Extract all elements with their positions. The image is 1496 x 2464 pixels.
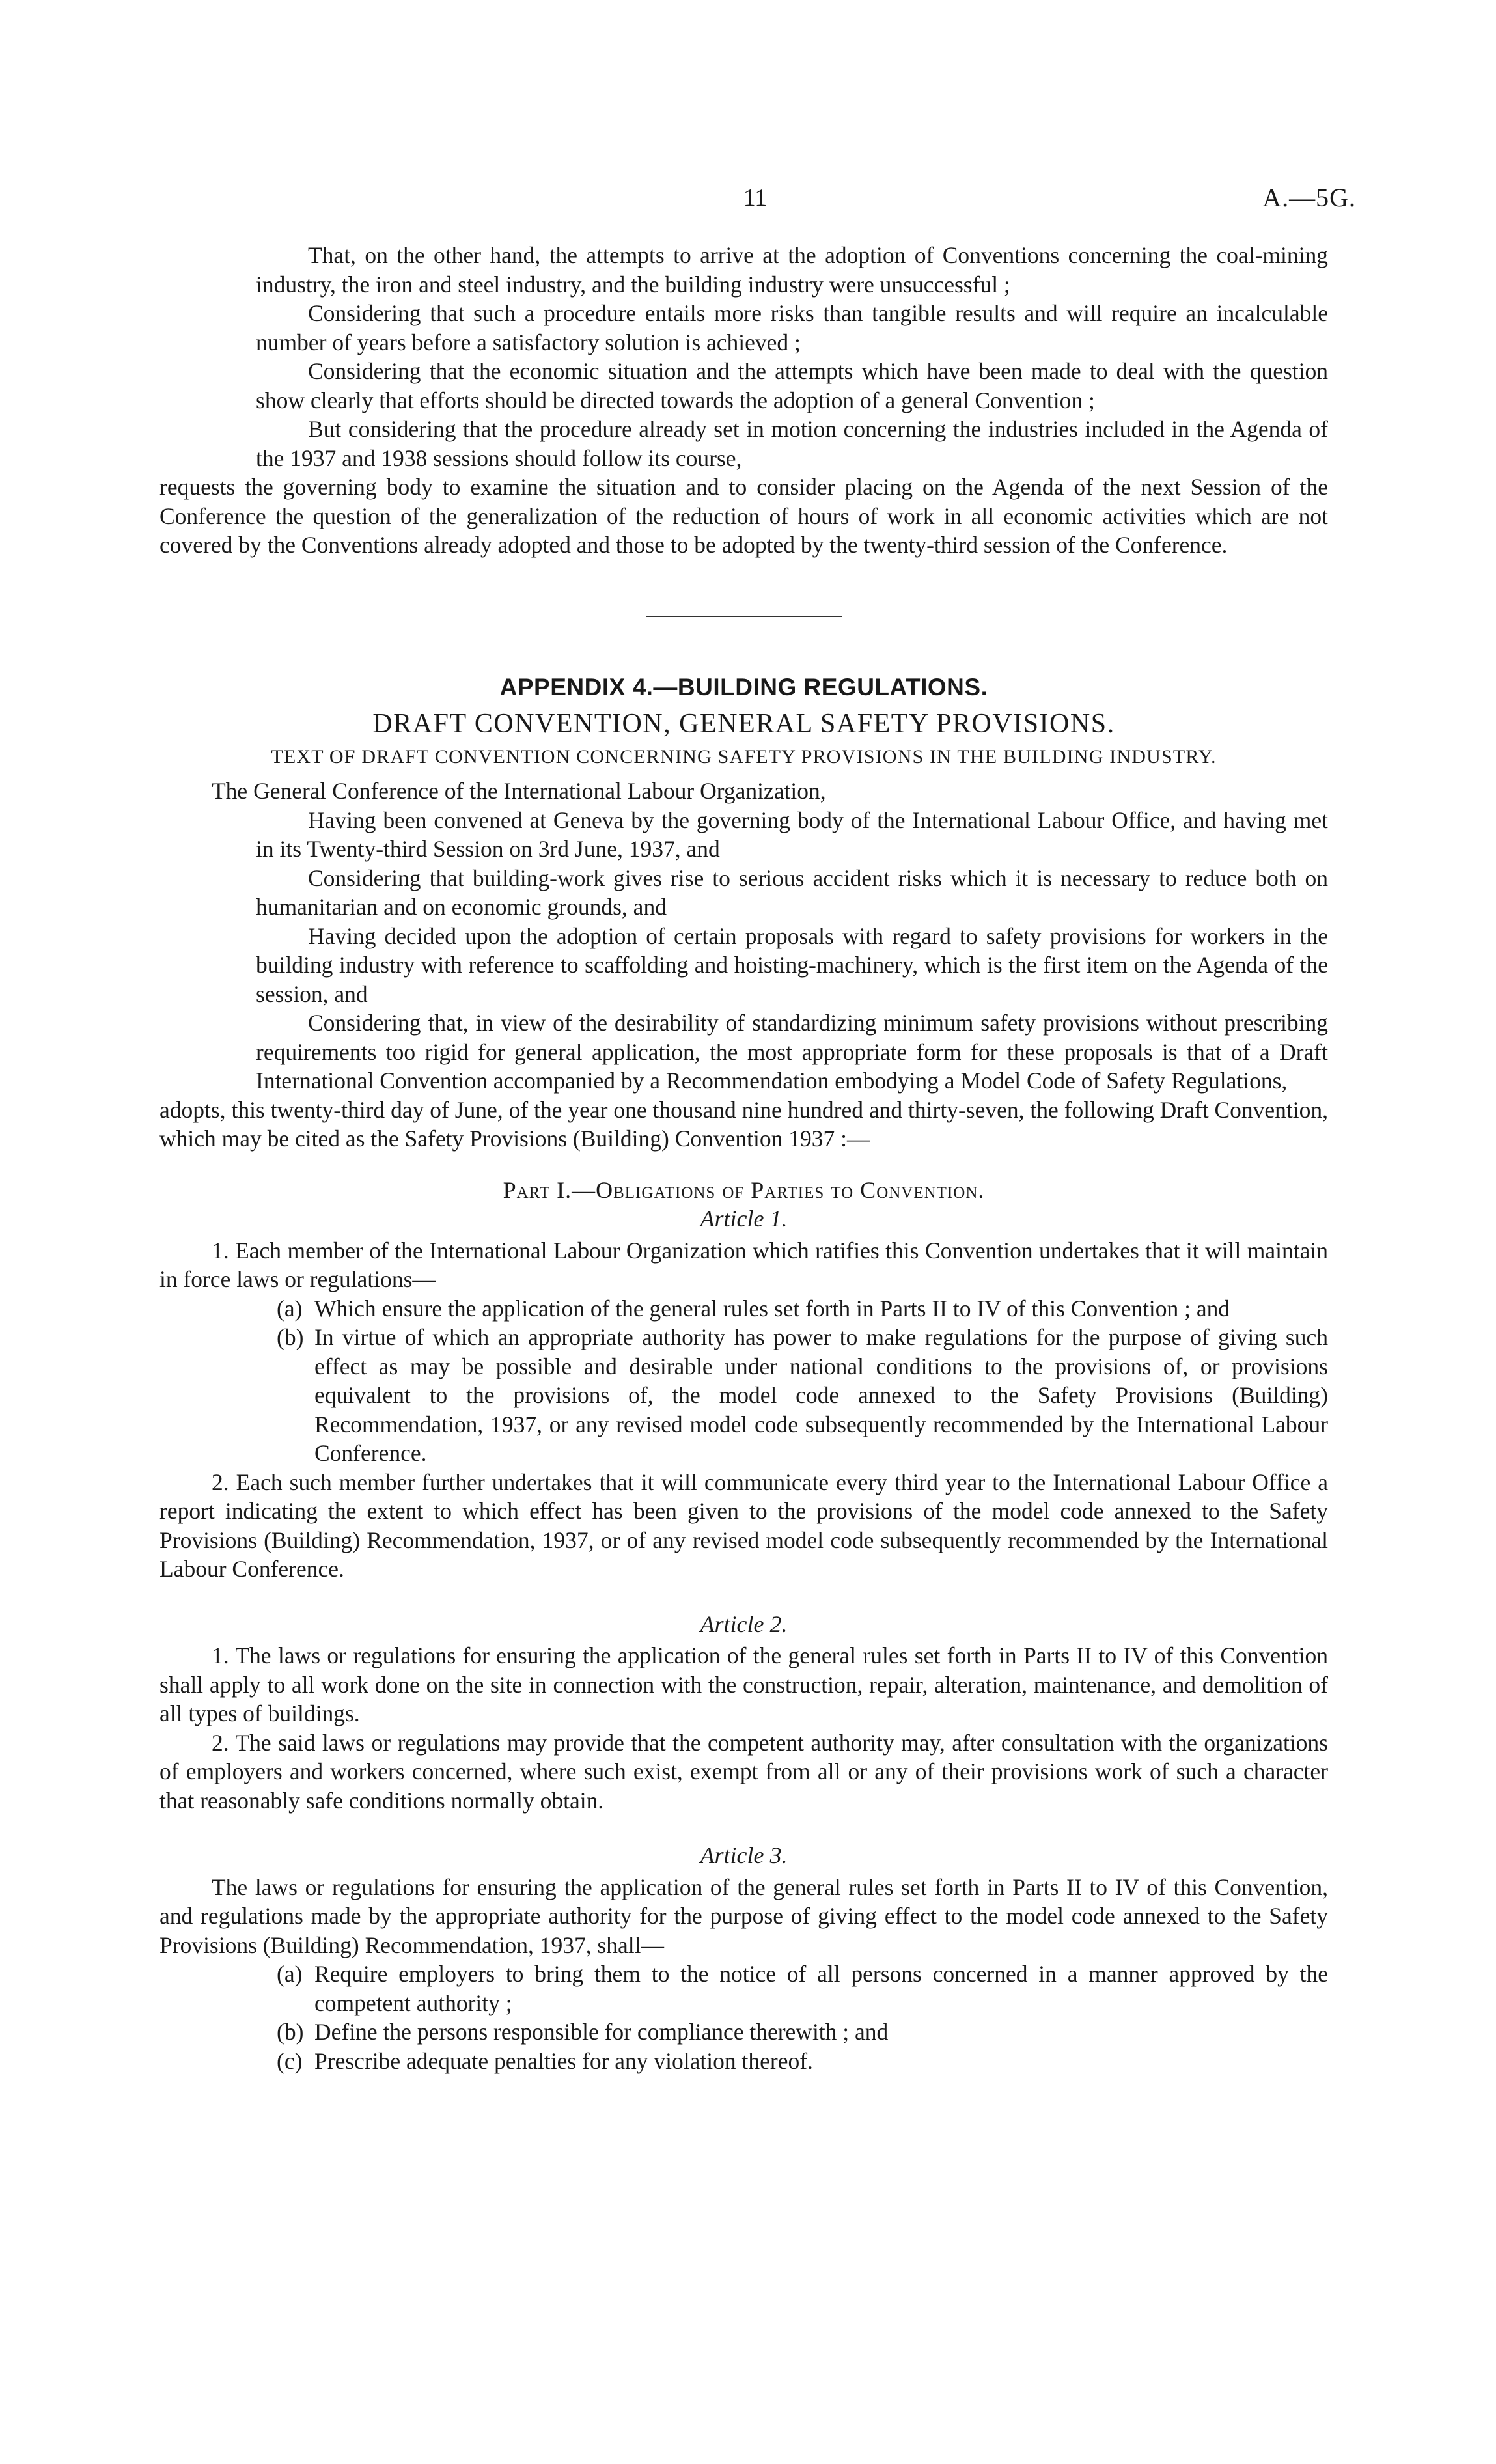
- item-label: (a): [277, 1295, 303, 1322]
- appendix-subtitle: DRAFT CONVENTION, GENERAL SAFETY PROVISIONS.: [372, 709, 1115, 739]
- article-3-item-b: [159, 2017, 1328, 2047]
- document-reference: A.—5G.: [1262, 183, 1356, 212]
- article-3-item-c: [159, 2047, 1328, 2076]
- part-1-heading: Part I.—Obligations of Parties to Convention.: [503, 1176, 985, 1203]
- article-3-item-a: [159, 1959, 1328, 2017]
- item-label: (b): [277, 2019, 304, 2045]
- preamble-convened: Having been convened at Geneva by the governing body of the International Labour Office, and having met in its Twenty-third Session on 3rd June, 1937, and: [256, 807, 1328, 862]
- article-1-clause-1: 1. Each member of the International Labour Organization which ratifies this Convention undertakes that it will maintain in force laws or regulations—: [159, 1237, 1328, 1292]
- page-body: [159, 241, 1328, 2075]
- intro-paragraph-1: That, on the other hand, the attempts to arrive at the adoption of Conventions concerning the coal-mining industry, the iron and steel industry, and the building industry were unsuccessful ;: [256, 242, 1328, 298]
- adoption-clause: adopts, this twenty-third day of June, of the year one thousand nine hundred and thirty-seven, the following Draft Convention, which may be cited as the Safety Provisions (Building) Convention 1937 :—: [159, 1096, 1328, 1152]
- article-3-heading: Article 3.: [700, 1842, 788, 1868]
- convention-text-title: TEXT OF DRAFT CONVENTION CONCERNING SAFETY PROVISIONS IN THE BUILDING INDUSTRY.: [271, 745, 1217, 768]
- item-label: (b): [277, 1324, 304, 1350]
- item-text: Define the persons responsible for compliance therewith ; and: [314, 2019, 889, 2045]
- item-text: Which ensure the application of the general rules set forth in Parts II to IV of this Convention ; and: [314, 1295, 1230, 1322]
- item-text: Require employers to bring them to the notice of all persons concerned in a manner approved by the competent authority ;: [314, 1961, 1328, 2016]
- article-1-clause-2: 2. Each such member further undertakes that it will communicate every third year to the International Labour Office a report indicating the extent to which effect has been given to the provisions of the model code annexed to the Safety Provisions (Building) Recommendation, 1937, or of any revised model code subsequently recommended by the International Labour Conference.: [159, 1469, 1328, 1582]
- section-divider: [646, 616, 842, 617]
- intro-paragraph-2: Considering that such a procedure entails more risks than tangible results and will require an incalculable number of years before a satisfactory solution is achieved ;: [256, 300, 1328, 355]
- intro-resolution: requests the governing body to examine the situation and to consider placing on the Agenda of the next Session of the Conference the question of the generalization of the reduction of hours of work in all economic activities which are not covered by the Conventions already adopted and those to be adopted by the twenty-third session of the Conference.: [159, 474, 1328, 558]
- item-text: Prescribe adequate penalties for any violation thereof.: [314, 2047, 813, 2074]
- item-text: In virtue of which an appropriate authority has power to make regulations for the purpose of giving such effect as may be possible and desirable under national conditions to the provisions of, or provisions equivalent to the provisions of, the model code annexed to the Safety Provisions (Building) Recommendation, 1937, or any revised model code subsequently recommended by the International Labour Conference.: [314, 1324, 1328, 1466]
- item-label: (a): [277, 1961, 303, 1987]
- preamble-conference: The General Conference of the International Labour Organization,: [212, 778, 826, 804]
- intro-paragraph-4: But considering that the procedure already set in motion concerning the industries included in the Agenda of the 1937 and 1938 sessions should follow its course,: [256, 416, 1328, 471]
- preamble-considering-risks: Considering that building-work gives rise to serious accident risks which it is necessary to reduce both on humanitarian and on economic grounds, and: [256, 865, 1328, 920]
- article-2-clause-2: 2. The said laws or regulations may provide that the competent authority may, after consultation with the organizations of employers and workers concerned, where such exist, exempt from all or any of their provisions work of such a character that reasonably safe conditions normally obtain.: [159, 1729, 1328, 1814]
- item-label: (c): [277, 2047, 303, 2074]
- preamble-having-decided: Having decided upon the adoption of certain proposals with regard to safety provisions for workers in the building industry with reference to scaffolding and hoisting-machinery, which is the first item on the Agenda of the session, and: [256, 922, 1328, 1007]
- article-3-clause: The laws or regulations for ensuring the application of the general rules set forth in Parts II to IV of this Convention, and regulations made by the appropriate authority for the purpose of giving effect to the model code annexed to the Safety Provisions (Building) Recommendation, 1937, shall—: [159, 1874, 1328, 1958]
- article-1-item-a: [159, 1294, 1328, 1323]
- intro-paragraph-3: Considering that the economic situation and the attempts which have been made to deal with the question show clearly that efforts should be directed towards the adoption of a general Convention ;: [256, 358, 1328, 413]
- article-2-heading: Article 2.: [700, 1611, 788, 1637]
- article-1-item-b: [159, 1323, 1328, 1468]
- appendix-title: APPENDIX 4.—BUILDING REGULATIONS.: [499, 673, 988, 700]
- preamble-considering-standardizing: Considering that, in view of the desirability of standardizing minimum safety provisions without prescribing requirements too rigid for general application, the most appropriate form for these proposals is that of a Draft International Convention accompanied by a Recommendation embodying a Model Code of Safety Regulations,: [256, 1010, 1328, 1094]
- article-2-clause-1: 1. The laws or regulations for ensuring the application of the general rules set forth in Parts II to IV of this Convention shall apply to all work done on the site in connection with the construction, repair, alteration, maintenance, and demolition of all types of buildings.: [159, 1642, 1328, 1726]
- page-number: 11: [743, 184, 768, 212]
- article-1-heading: Article 1.: [700, 1206, 788, 1232]
